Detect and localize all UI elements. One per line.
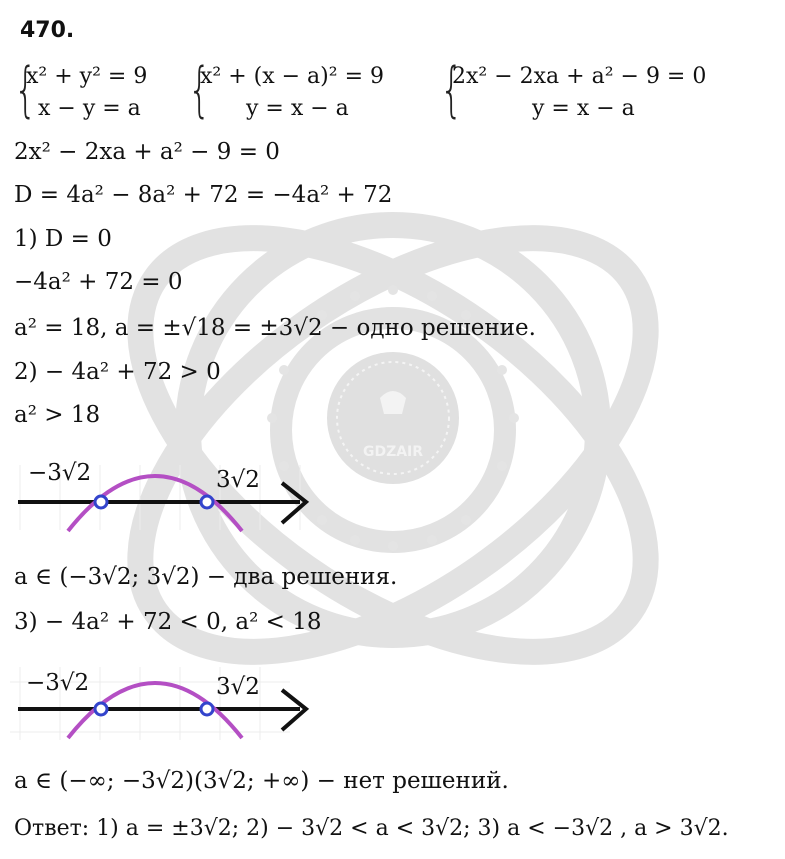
system-3-row-1: 2x² − 2xa + a² − 9 = 0 [452, 64, 707, 89]
right-root-point [201, 496, 213, 508]
answer: Ответ: 1) a = ±3√2; 2) − 3√2 < a < 3√2; 3) a < −3√2 , a > 3√2. [14, 816, 729, 841]
number-line-diagram-1 [0, 455, 330, 535]
watermark-text: GDZAIR [362, 444, 424, 460]
equation-quadratic: 2x² − 2xa + a² − 9 = 0 [14, 139, 280, 165]
left-root-label: −3√2 [28, 460, 92, 486]
case-3-result: a ∈ (−∞; −3√2)(3√2; +∞) − нет решений. [14, 768, 509, 794]
system-2-row-2: y = x − a [246, 96, 349, 121]
case-3-heading: 3) − 4a² + 72 < 0, a² < 18 [14, 609, 322, 635]
system-brace: { [188, 55, 211, 125]
system-1-row-2: x − y = a [38, 96, 141, 121]
right-root-label: 3√2 [216, 467, 260, 493]
left-root-label: −3√2 [26, 670, 90, 696]
case-1-equation: −4a² + 72 = 0 [14, 269, 183, 295]
problem-number: 470. [20, 18, 75, 43]
system-2-row-1: x² + (x − a)² = 9 [200, 64, 384, 89]
system-3-row-2: y = x − a [532, 96, 635, 121]
left-root-point [95, 496, 107, 508]
system-1-row-1: x² + y² = 9 [26, 64, 148, 89]
right-root-label: 3√2 [216, 674, 260, 700]
number-line-diagram-2 [0, 662, 330, 742]
case-2-heading: 2) − 4a² + 72 > 0 [14, 359, 221, 385]
system-brace: { [14, 55, 37, 125]
case-2-result: a ∈ (−3√2; 3√2) − два решения. [14, 564, 398, 590]
left-root-point [95, 703, 107, 715]
system-brace: { [440, 55, 463, 125]
discriminant: D = 4a² − 8a² + 72 = −4a² + 72 [14, 182, 393, 208]
case-1-solution: a² = 18, a = ±√18 = ±3√2 − одно решение. [14, 315, 536, 341]
right-root-point [201, 703, 213, 715]
case-2-inequality: a² > 18 [14, 402, 101, 428]
case-1-heading: 1) D = 0 [14, 226, 112, 252]
